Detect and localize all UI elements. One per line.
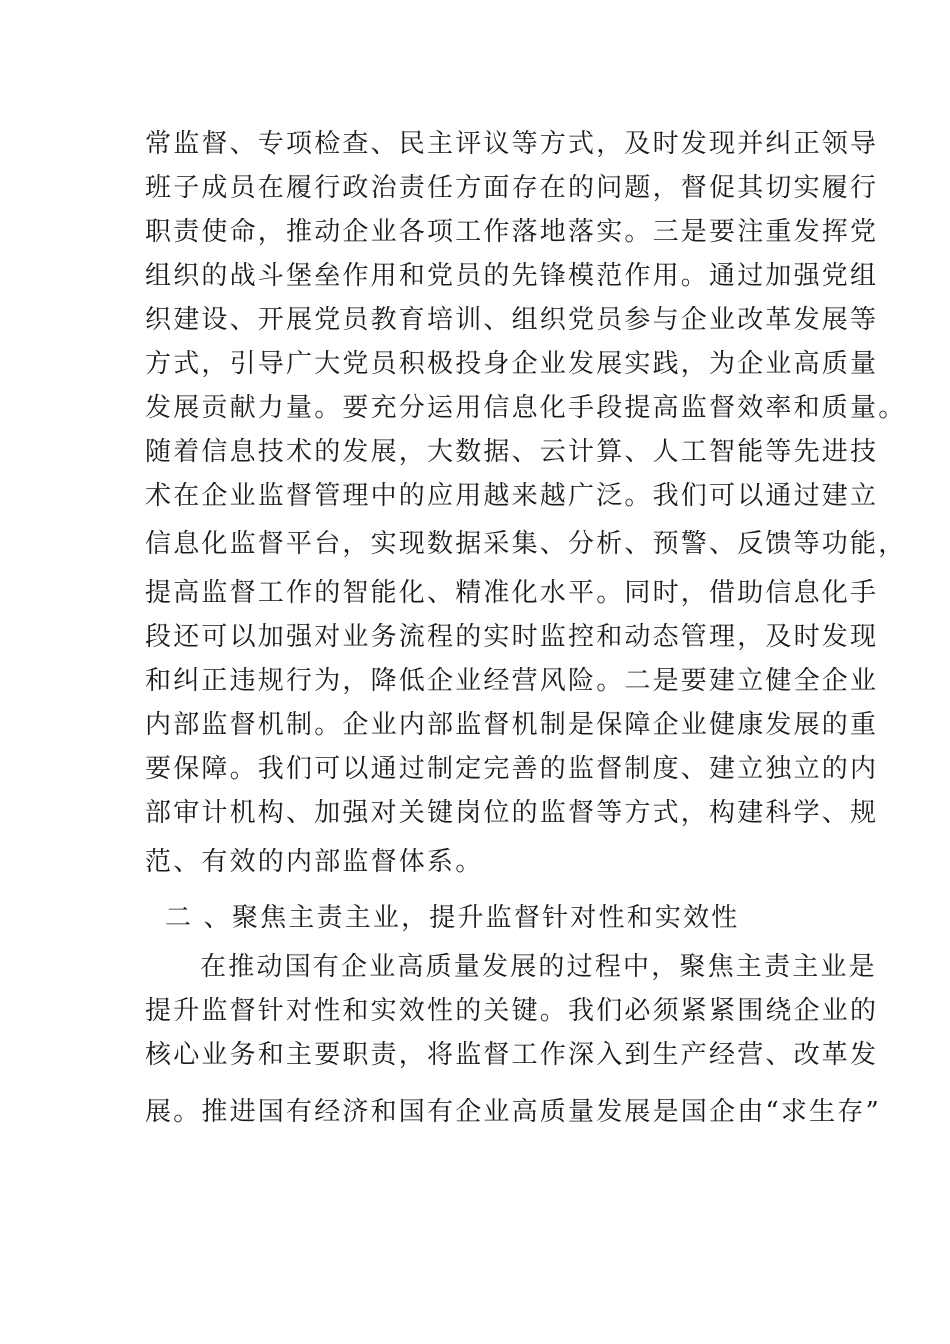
text-line: 部审计机构、加强对关键岗位的监督等方式，构建科学、规 bbox=[145, 798, 879, 828]
text-line: 信息化监督平台，实现数据采集、分析、预警、反馈等功能， bbox=[145, 529, 907, 559]
paragraph-first-line: 在推动国有企业高质量发展的过程中，聚焦主责主业是 bbox=[200, 952, 877, 982]
text-line: 范、有效的内部监督体系。 bbox=[145, 847, 484, 877]
text-line: 发展贡献力量。要充分运用信息化手段提高监督效率和质量。 bbox=[145, 393, 907, 423]
text-line: 要保障。我们可以通过制定完善的监督制度、建立独立的内 bbox=[145, 754, 879, 784]
text-line: 提升监督针对性和实效性的关键。我们必须紧紧围绕企业的 bbox=[145, 996, 879, 1026]
text-line: 和纠正违规行为，降低企业经营风险。二是要建立健全企业 bbox=[145, 666, 879, 696]
text-line: 核心业务和主要职责，将监督工作深入到生产经营、改革发 bbox=[145, 1040, 879, 1070]
text-line: 班子成员在履行政治责任方面存在的问题，督促其切实履行 bbox=[145, 173, 879, 203]
text-line: 织建设、开展党员教育培训、组织党员参与企业改革发展等 bbox=[145, 305, 879, 335]
section-heading: 二 、聚焦主责主业，提升监督针对性和实效性 bbox=[165, 903, 740, 933]
text-line: 职责使命，推动企业各项工作落地落实。三是要注重发挥党 bbox=[145, 217, 879, 247]
text-line: 段还可以加强对业务流程的实时监控和动态管理，及时发现 bbox=[145, 622, 879, 652]
text-line: 组织的战斗堡垒作用和党员的先锋模范作用。通过加强党组 bbox=[145, 261, 879, 291]
text-line: 方式，引导广大党员积极投身企业发展实践，为企业高质量 bbox=[145, 349, 879, 379]
text-line: 展。推进国有经济和国有企业高质量发展是国企由“求生存” bbox=[145, 1097, 881, 1127]
text-line: 提高监督工作的智能化、精准化水平。同时，借助信息化手 bbox=[145, 578, 879, 608]
text-line: 内部监督机制。企业内部监督机制是保障企业健康发展的重 bbox=[145, 710, 879, 740]
text-line: 随着信息技术的发展，大数据、云计算、人工智能等先进技 bbox=[145, 437, 879, 467]
text-line: 常监督、专项检查、民主评议等方式，及时发现并纠正领导 bbox=[145, 129, 879, 159]
text-line: 术在企业监督管理中的应用越来越广泛。我们可以通过建立 bbox=[145, 481, 879, 511]
